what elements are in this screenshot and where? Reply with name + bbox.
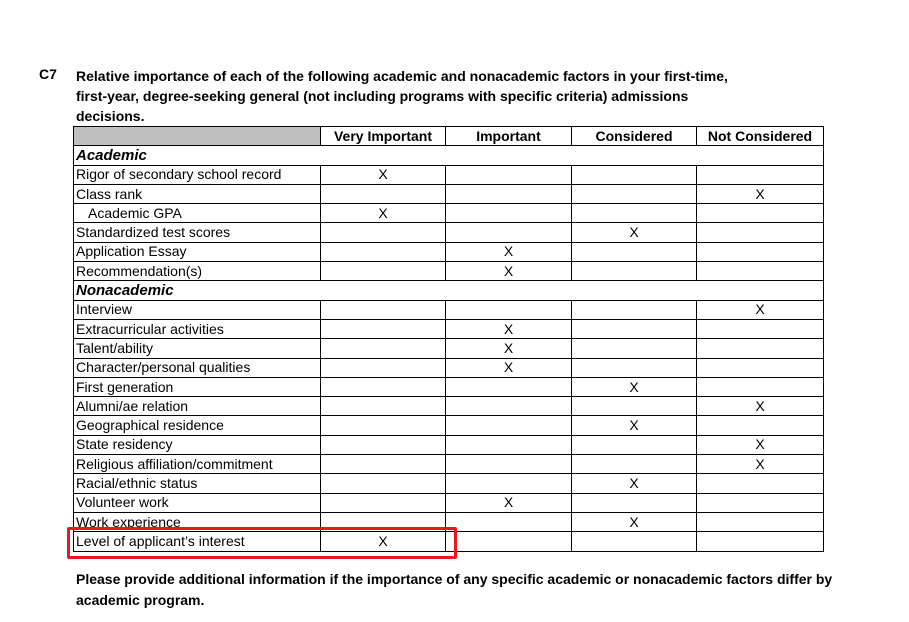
x-mark: X [572,474,697,493]
empty-cell [572,165,697,184]
x-mark: X [321,204,446,223]
table-header-row [74,127,824,146]
empty-cell [321,339,446,358]
empty-cell [697,377,824,396]
empty-cell [446,455,572,474]
header-very-important: Very Important [321,127,446,146]
empty-cell [321,319,446,338]
empty-cell [697,262,824,281]
x-mark: X [572,512,697,531]
factor-label: Recommendation(s) [74,262,321,281]
empty-cell [446,474,572,493]
highlighted-factor-row [74,532,824,551]
section-label: Nonacademic [74,281,824,300]
factor-label: Level of applicant’s interest [74,532,321,551]
x-mark: X [697,300,824,319]
question-text [76,66,836,126]
factor-row [74,223,824,242]
empty-cell [572,242,697,261]
factor-label: Application Essay [74,242,321,261]
empty-cell [697,474,824,493]
factor-row [74,377,824,396]
empty-cell [572,339,697,358]
factor-label: Standardized test scores [74,223,321,242]
question-line: first-year, degree-seeking general (not including programs with specific criteria) admissions [76,88,689,104]
empty-cell [321,435,446,454]
factor-label: Work experience [74,512,321,531]
header-blank-cell [74,127,321,146]
empty-cell [321,184,446,203]
empty-cell [697,493,824,512]
header-considered: Considered [572,127,697,146]
empty-cell [446,184,572,203]
x-mark: X [697,397,824,416]
empty-cell [697,339,824,358]
empty-cell [697,242,824,261]
empty-cell [321,493,446,512]
x-mark: X [446,339,572,358]
table-body [74,146,824,551]
x-mark: X [446,493,572,512]
empty-cell [697,165,824,184]
factor-label: Religious affiliation/commitment [74,455,321,474]
x-mark: X [572,416,697,435]
factor-row [74,300,824,319]
empty-cell [321,416,446,435]
factor-row [74,358,824,377]
x-mark: X [446,358,572,377]
empty-cell [321,223,446,242]
empty-cell [446,204,572,223]
factor-row [74,165,824,184]
question-line: Relative importance of each of the following academic and nonacademic factors in your first-time, [76,68,728,84]
empty-cell [572,358,697,377]
empty-cell [572,532,697,551]
empty-cell [321,455,446,474]
empty-cell [321,300,446,319]
empty-cell [446,300,572,319]
factor-label: First generation [74,377,321,396]
x-mark: X [697,455,824,474]
x-mark: X [446,242,572,261]
empty-cell [697,532,824,551]
empty-cell [321,397,446,416]
empty-cell [697,416,824,435]
empty-cell [697,223,824,242]
factor-row [74,397,824,416]
factor-row [74,435,824,454]
empty-cell [572,204,697,223]
header-not-considered: Not Considered [697,127,824,146]
empty-cell [321,377,446,396]
factor-row [74,339,824,358]
empty-cell [697,204,824,223]
x-mark: X [446,262,572,281]
empty-cell [572,455,697,474]
factor-label: Interview [74,300,321,319]
factor-label: Academic GPA [74,204,321,223]
empty-cell [446,435,572,454]
factor-label: Class rank [74,184,321,203]
empty-cell [446,165,572,184]
section-label: Academic [74,146,824,165]
factor-label: Character/personal qualities [74,358,321,377]
empty-cell [446,377,572,396]
factor-row [74,474,824,493]
empty-cell [572,493,697,512]
factor-row [74,262,824,281]
factor-label: Racial/ethnic status [74,474,321,493]
empty-cell [572,262,697,281]
factor-label: Rigor of secondary school record [74,165,321,184]
x-mark: X [572,377,697,396]
empty-cell [572,435,697,454]
admission-factors-table [73,126,824,552]
factor-label: Geographical residence [74,416,321,435]
factor-row [74,242,824,261]
empty-cell [572,319,697,338]
factor-row [74,455,824,474]
empty-cell [697,358,824,377]
x-mark: X [697,435,824,454]
factor-row [74,204,824,223]
section-header-row [74,146,824,165]
empty-cell [446,223,572,242]
empty-cell [446,397,572,416]
factor-row [74,184,824,203]
footer-line: Please provide additional information if the importance of any specific academic or nonacademic factors differ by [76,571,833,587]
section-code: C7 [39,66,57,82]
empty-cell [321,358,446,377]
factor-label: Extracurricular activities [74,319,321,338]
header-important: Important [446,127,572,146]
question-line: decisions. [76,108,145,124]
empty-cell [572,184,697,203]
empty-cell [321,474,446,493]
x-mark: X [697,184,824,203]
empty-cell [446,532,572,551]
footer-line: academic program. [76,592,205,608]
x-mark: X [572,223,697,242]
x-mark: X [321,165,446,184]
empty-cell [321,262,446,281]
x-mark: X [321,532,446,551]
factor-label: State residency [74,435,321,454]
factor-row [74,416,824,435]
empty-cell [446,416,572,435]
empty-cell [446,512,572,531]
empty-cell [321,242,446,261]
empty-cell [697,319,824,338]
empty-cell [321,512,446,531]
footer-note [76,569,909,611]
empty-cell [572,300,697,319]
factor-row [74,493,824,512]
empty-cell [697,512,824,531]
x-mark: X [446,319,572,338]
empty-cell [572,397,697,416]
factor-row [74,319,824,338]
factor-label: Volunteer work [74,493,321,512]
factor-label: Talent/ability [74,339,321,358]
section-header-row [74,281,824,300]
factor-row [74,512,824,531]
factor-label: Alumni/ae relation [74,397,321,416]
